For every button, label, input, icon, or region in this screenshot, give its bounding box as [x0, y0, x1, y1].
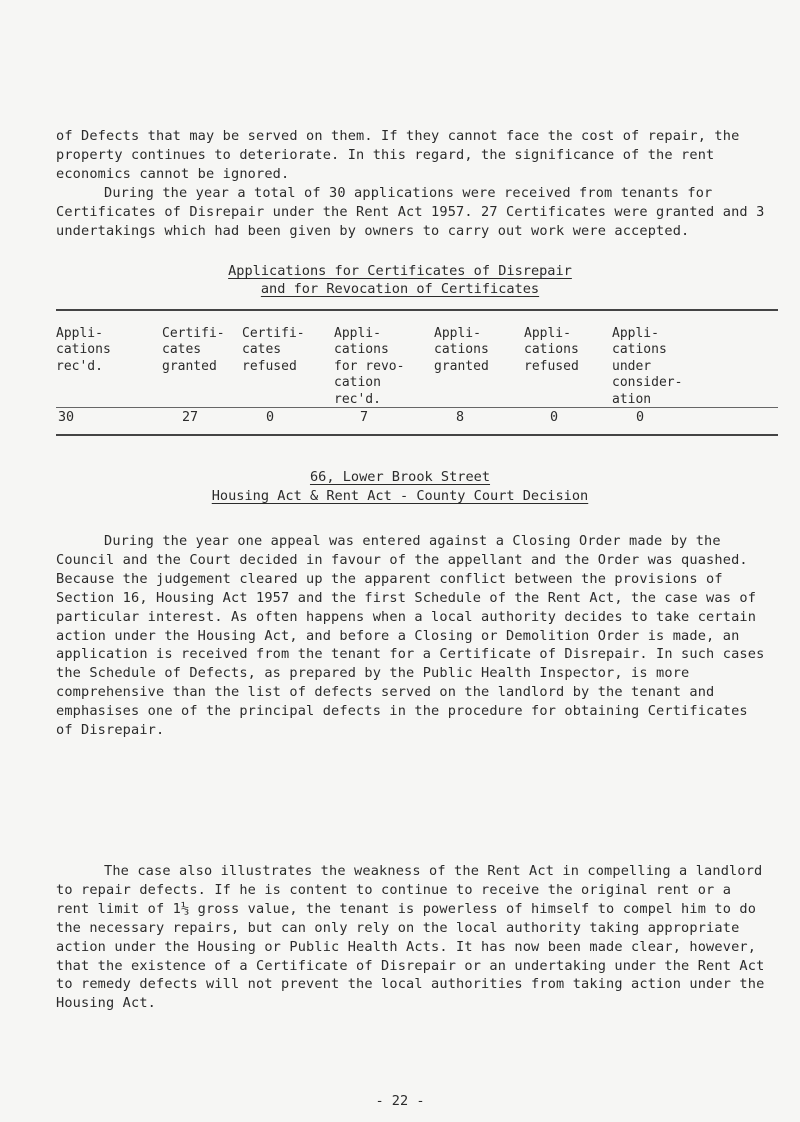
table-heading-line1: Applications for Certificates of Disrepair [228, 263, 572, 279]
page-number: - 22 - [375, 1093, 425, 1109]
table-top-rule [56, 309, 778, 311]
case-heading-line1: 66, Lower Brook Street [309, 469, 491, 485]
header-revocation-granted: Appli- cations granted [434, 326, 489, 374]
header-certificates-granted: Certifi- cates granted [162, 326, 225, 374]
value-revocation-refused: 0 [550, 410, 559, 425]
value-revocation-received: 7 [360, 410, 369, 425]
header-under-consideration: Appli- cations under consider- ation [612, 326, 683, 407]
value-applications-received: 30 [58, 410, 75, 425]
header-certificates-refused: Certifi- cates refused [242, 326, 305, 374]
header-revocation-refused: Appli- cations refused [524, 326, 579, 374]
case-paragraph: During the year one appeal was entered against a Closing Order made by the Council and the Court decided in favour of the appellant and the Order was quashed. Because the judgement cleared up the apparent conflict between the provisions of Section 16, Housing Act 1957 and the first Schedule of the Rent Act, the case was of particular interest. As often happens when a local authority decides to take certain action under the Housing Act, and before a Closing or Demolition Order is made, an application is received from the tenant for a Certificate of Disrepair. In such cases the Schedule of Defects, as prepared by the Public Health Inspector, is more comprehensive than the list of defects served on the landlord by the tenant and emphasises one of the principal defects in the procedure for obtaining Certificates of Disrepair. [56, 533, 765, 739]
applications-paragraph: During the year a total of 30 applications were received from tenants for Certificates of Disrepair under the Rent Act 1957. 27 Certificates were granted and 3 undertakings which had been given by owners to carry out work were accepted. [56, 185, 765, 239]
value-certificates-granted: 27 [182, 410, 199, 425]
header-revocation-received: Appli- cations for revo- cation rec'd. [334, 326, 405, 407]
value-under-consideration: 0 [636, 410, 645, 425]
value-revocation-granted: 8 [456, 410, 465, 425]
table-header-rule [56, 407, 778, 408]
intro-paragraph: of Defects that may be served on them. If they cannot face the cost of repair, the property continues to deteriorate. In this regard, the significance of the rent economics cannot be ignored. [56, 128, 740, 182]
table-heading-line2: and for Revocation of Certificates [260, 281, 540, 297]
weakness-paragraph: The case also illustrates the weakness of the Rent Act in compelling a landlord to repair defects. If he is content to continue to receive the original rent or a rent limit of 1⅓ gross value, the tenant is powerless of himself to compel him to do the necessary repairs, but can only rely on the local authority taking appropriate action under the Housing or Public Health Acts. It has now been made clear, however, that the existence of a Certificate of Disrepair or an undertaking under the Rent Act to remedy defects will not prevent the local authorities from taking action under the Housing Act. [56, 863, 765, 1012]
value-certificates-refused: 0 [266, 410, 275, 425]
header-applications-received: Appli- cations rec'd. [56, 326, 111, 374]
table-bottom-rule [56, 434, 778, 436]
case-heading-line2: Housing Act & Rent Act - County Court Decision [211, 488, 589, 504]
